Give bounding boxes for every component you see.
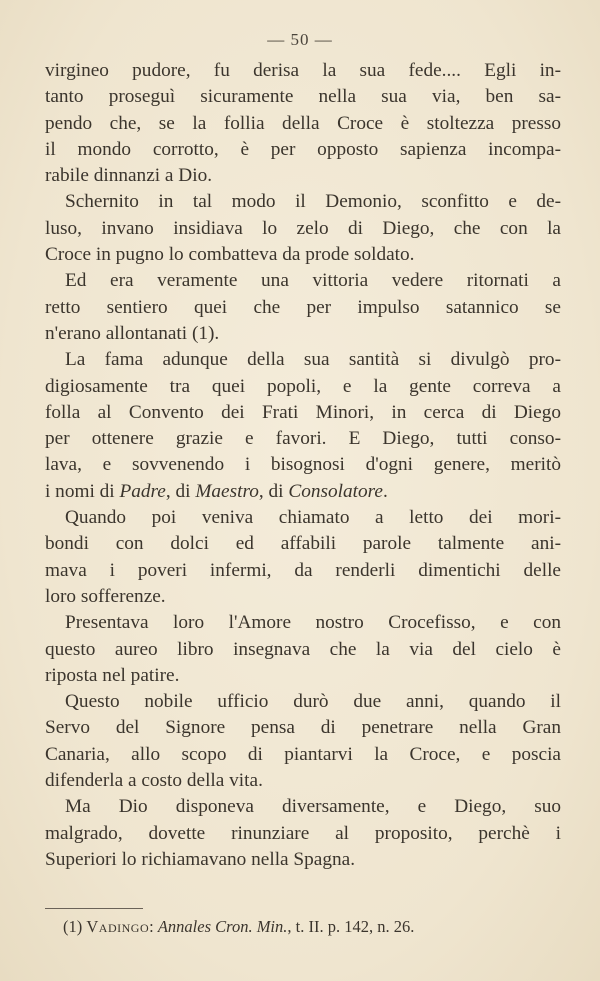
text-line: questo aureo libro insegnava che la via del cielo è	[45, 638, 561, 660]
text-line: retto sentiero quei che per impulso satannico se	[45, 296, 561, 318]
text-line: difenderla a costo della vita.	[45, 770, 263, 792]
page-number: — 50 —	[267, 30, 333, 49]
text-line: per ottenere grazie e favori. E Diego, tutti conso-	[45, 428, 561, 450]
text-line: malgrado, dovette rinunziare al proposito, perchè i	[45, 822, 561, 844]
text-line: Ed era veramente una vittoria vedere ritornati a	[65, 270, 561, 292]
footnote	[63, 916, 563, 938]
text-line: Croce in pugno lo combatteva da prode soldato.	[45, 244, 415, 266]
text-line: Canaria, allo scopo di piantarvi la Croce, e poscia	[45, 743, 561, 765]
text-line: Servo del Signore pensa di penetrare nella Gran	[45, 717, 561, 739]
text-line: Presentava loro l'Amore nostro Crocefisso, e con	[65, 612, 561, 634]
text-line: mava i poveri infermi, da renderli dimentichi delle	[45, 559, 561, 581]
text-line: Quando poi veniva chiamato a letto dei mori-	[65, 507, 561, 529]
text-line: folla al Convento dei Frati Minori, in cerca di Diego	[45, 401, 561, 423]
body-text	[45, 58, 561, 873]
text-line: riposta nel patire.	[45, 664, 180, 686]
text-line: lava, e sovvenendo i bisognosi d'ogni genere, meritò	[45, 454, 561, 476]
footnote-colon: :	[149, 917, 154, 936]
footnote-marker: (1)	[63, 917, 83, 936]
italic-word: Maestro	[195, 480, 259, 502]
text-line: Schernito in tal modo il Demonio, sconfitto e de-	[65, 191, 561, 213]
text-line: Superiori lo richiamavano nella Spagna.	[45, 848, 356, 870]
text-line: digiosamente tra quei popoli, e la gente correva a	[45, 375, 561, 397]
text-line: bondi con dolci ed affabili parole talmente ani-	[45, 533, 561, 555]
text-line: rabile dinnanzi a Dio.	[45, 165, 213, 187]
footnote-author: Vadingo	[86, 917, 150, 936]
text-line: virgineo pudore, fu derisa la sua fede.... Egli in-	[45, 60, 561, 81]
text-line: n'erano allontanati (1).	[45, 322, 220, 344]
text-line: Questo nobile ufficio durò due anni, quando il	[65, 691, 561, 713]
text-line: i nomi di Padre, di Maestro, di Consolatore.	[45, 480, 388, 502]
footnote-ref: , t. II. p. 142, n. 26.	[287, 917, 415, 936]
text-line: Ma Dio disponeva diversamente, e Diego, suo	[65, 796, 561, 818]
text-line: La fama adunque della sua santità si divulgò pro-	[65, 349, 561, 371]
italic-word: Padre	[119, 480, 166, 502]
text-line: loro sofferenze.	[45, 585, 166, 607]
footnote-rule	[45, 908, 143, 909]
italic-word: Consolatore	[288, 480, 383, 502]
text-line: luso, invano insidiava lo zelo di Diego, che con la	[45, 217, 561, 239]
footnote-work: Annales Cron. Min.	[157, 917, 288, 936]
text-line: tanto proseguì sicuramente nella sua via, ben sa-	[45, 86, 561, 108]
text-line: il mondo corrotto, è per opposto sapienza incompa-	[45, 138, 561, 160]
text-line: pendo che, se la follia della Croce è stoltezza presso	[45, 112, 561, 134]
